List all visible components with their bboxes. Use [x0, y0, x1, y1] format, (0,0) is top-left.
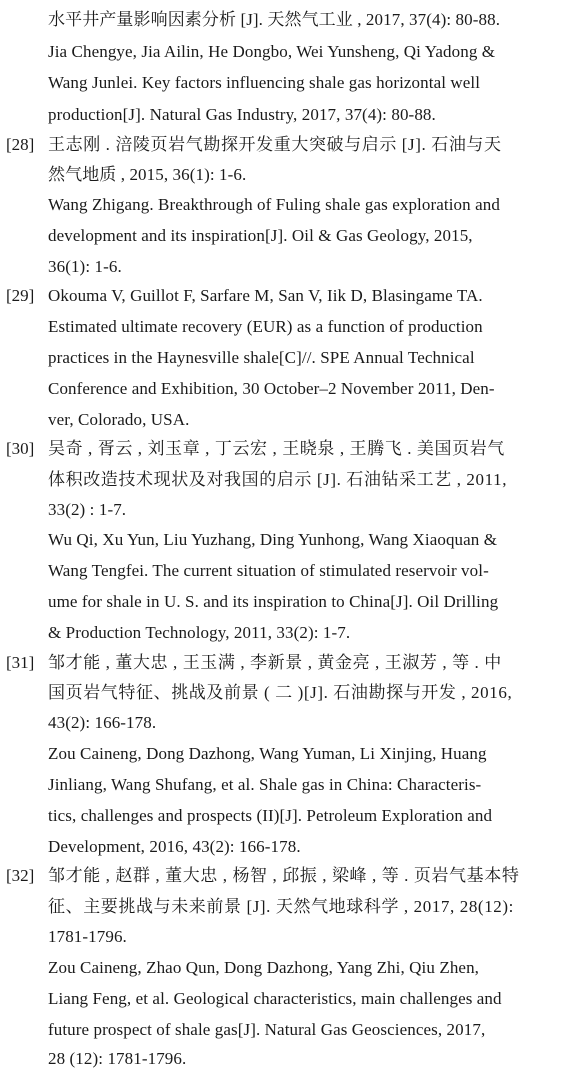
reference-line: 43(2): 166-178.: [48, 713, 157, 732]
reference-line: future prospect of shale gas[J]. Natural Gas Geosciences, 2017,: [48, 1020, 486, 1039]
reference-line: Zou Caineng, Dong Dazhong, Wang Yuman, Li Xinjing, Huang: [48, 744, 487, 763]
reference-line: Development, 2016, 43(2): 166-178.: [48, 837, 301, 856]
reference-line: 邹才能 , 赵群 , 董大忠 , 杨智 , 邱振 , 梁峰 , 等 . 页岩气基本特: [48, 866, 520, 885]
reference-number: [29]: [6, 286, 35, 305]
reference-line: Wang Junlei. Key factors influencing shale gas horizontal well: [48, 73, 481, 92]
reference-line: production[J]. Natural Gas Industry, 2017, 37(4): 80-88.: [48, 105, 436, 124]
reference-line: Wang Zhigang. Breakthrough of Fuling shale gas exploration and: [48, 195, 500, 214]
reference-line: Conference and Exhibition, 30 October–2 November 2011, Den-: [48, 379, 495, 398]
reference-line: ver, Colorado, USA.: [48, 410, 190, 429]
reference-line: 然气地质 , 2015, 36(1): 1-6.: [48, 165, 247, 184]
reference-number: [32]: [6, 866, 35, 885]
reference-line: 28 (12): 1781-1796.: [48, 1049, 187, 1068]
reference-line: Estimated ultimate recovery (EUR) as a function of production: [48, 317, 483, 336]
reference-number: [30]: [6, 439, 35, 458]
reference-line: 水平井产量影响因素分析 [J]. 天然气工业 , 2017, 37(4): 80-88.: [48, 10, 501, 29]
reference-line: 征、主要挑战与未来前景 [J]. 天然气地球科学 , 2017, 28(12):: [48, 897, 514, 916]
reference-number: [31]: [6, 653, 35, 672]
reference-line: ume for shale in U. S. and its inspiration to China[J]. Oil Drilling: [48, 592, 499, 611]
reference-line: 邹才能 , 董大忠 , 王玉满 , 李新景 , 黄金亮 , 王淑芳 , 等 . 中: [48, 653, 502, 672]
reference-line: development and its inspiration[J]. Oil & Gas Geology, 2015,: [48, 226, 473, 245]
reference-line: 王志刚 . 涪陵页岩气勘探开发重大突破与启示 [J]. 石油与天: [48, 135, 502, 154]
reference-number: [28]: [6, 135, 35, 154]
reference-line: 国页岩气特征、挑战及前景 ( 二 )[J]. 石油勘探与开发 , 2016,: [48, 683, 513, 702]
reference-line: 1781-1796.: [48, 927, 127, 946]
reference-line: Wang Tengfei. The current situation of stimulated reservoir vol-: [48, 561, 489, 580]
reference-line: Zou Caineng, Zhao Qun, Dong Dazhong, Yang Zhi, Qiu Zhen,: [48, 958, 480, 977]
reference-line: Jinliang, Wang Shufang, et al. Shale gas in China: Characteris-: [48, 775, 482, 794]
reference-line: Jia Chengye, Jia Ailin, He Dongbo, Wei Yunsheng, Qi Yadong &: [48, 42, 496, 61]
reference-line: & Production Technology, 2011, 33(2): 1-7.: [48, 623, 351, 642]
reference-line: 吴奇 , 胥云 , 刘玉章 , 丁云宏 , 王晓泉 , 王腾飞 . 美国页岩气: [48, 439, 505, 458]
reference-line: Wu Qi, Xu Yun, Liu Yuzhang, Ding Yunhong, Wang Xiaoquan &: [48, 530, 498, 549]
reference-line: 33(2) : 1-7.: [48, 500, 127, 519]
reference-line: Okouma V, Guillot F, Sarfare M, San V, Iik D, Blasingame TA.: [48, 286, 483, 305]
reference-line: 体积改造技术现状及对我国的启示 [J]. 石油钻采工艺 , 2011,: [48, 470, 508, 489]
reference-line: practices in the Haynesville shale[C]//. SPE Annual Technical: [48, 348, 475, 367]
reference-line: 36(1): 1-6.: [48, 257, 122, 276]
reference-line: tics, challenges and prospects (II)[J]. Petroleum Exploration and: [48, 806, 493, 825]
reference-line: Liang Feng, et al. Geological characteristics, main challenges and: [48, 989, 502, 1008]
